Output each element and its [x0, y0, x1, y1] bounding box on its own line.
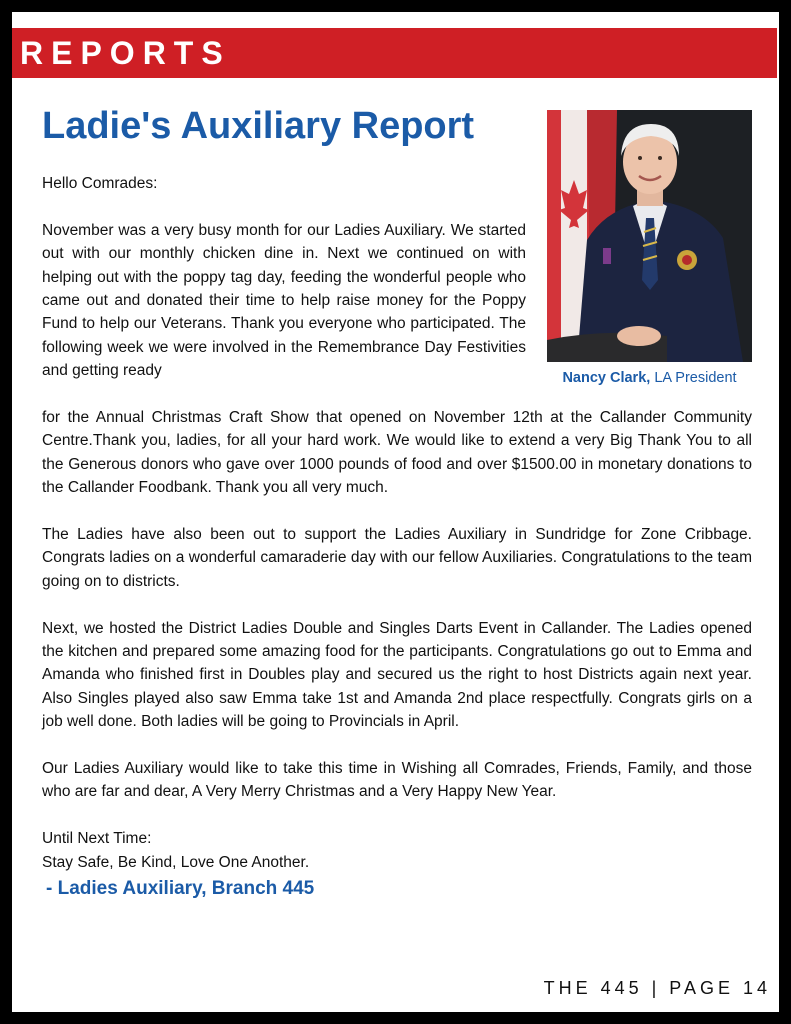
- portrait-image: [547, 110, 752, 362]
- paragraph-3: Next, we hosted the District Ladies Double and Singles Darts Event in Callander. The Ladies opened the kitchen and prepared some amazing food for the participants. Congratulations go out to Emma and Amanda who finished first in Doubles play and secured us the right to host Districts again next year. Also Singles played also saw Emma take 1st and Amanda 2nd place respectfully. Congrats girls on a job well done. Both ladies will be going to Provincials in April.: [42, 619, 752, 731]
- closing-line-2: Stay Safe, Be Kind, Love One Another.: [42, 853, 310, 871]
- paragraph-4: Our Ladies Auxiliary would like to take this time in Wishing all Comrades, Friends, Family, and those who are far and dear, A Very Merry Christmas and a Very Happy New Year.: [42, 760, 752, 801]
- caption-role: LA President: [654, 370, 737, 386]
- paragraph-1-continued: for the Annual Christmas Craft Show that opened on November 12th at the Callander Community Centre.Thank you, ladies, for all your hard work. We would like to extend a very Big Thank You to all the Generous donors who gave over 1000 pounds of food and over $1500.00 in monetary donations to the Callander Foodbank. Thank you all very much.: [42, 409, 752, 497]
- signature: - Ladies Auxiliary, Branch 445: [46, 878, 315, 900]
- president-photo: [547, 110, 752, 362]
- paragraph-2: The Ladies have also been out to support the Ladies Auxiliary in Sundridge for Zone Cribbage. Congrats ladies on a wonderful camaraderie day with our fellow Auxiliaries. Congratulations to the team going on to districts.: [42, 526, 752, 590]
- paragraph-1-intro: November was a very busy month for our Ladies Auxiliary. We started out with our monthly chicken dine in. Next we continued on with helping out with the poppy tag day, feeding the wonderful people who came out and donated their time to help raise money for the Poppy Fund to help our Veterans. Thank you everyone who participated. The following week we were involved in the Remembrance Day Festivities and getting ready: [42, 221, 526, 380]
- body-text: [42, 406, 752, 902]
- greeting: Hello Comrades:: [42, 175, 158, 192]
- closing-line-1: Until Next Time:: [42, 830, 152, 848]
- reports-banner: [12, 28, 777, 78]
- caption-name: Nancy Clark,: [562, 370, 651, 386]
- banner-label: REPORTS: [20, 35, 231, 71]
- page-footer: THE 445 | PAGE 14: [543, 978, 771, 998]
- photo-caption: [547, 368, 752, 388]
- intro-column: [42, 172, 526, 383]
- page: [12, 12, 779, 1012]
- article-title: Ladie's Auxiliary Report: [42, 105, 475, 147]
